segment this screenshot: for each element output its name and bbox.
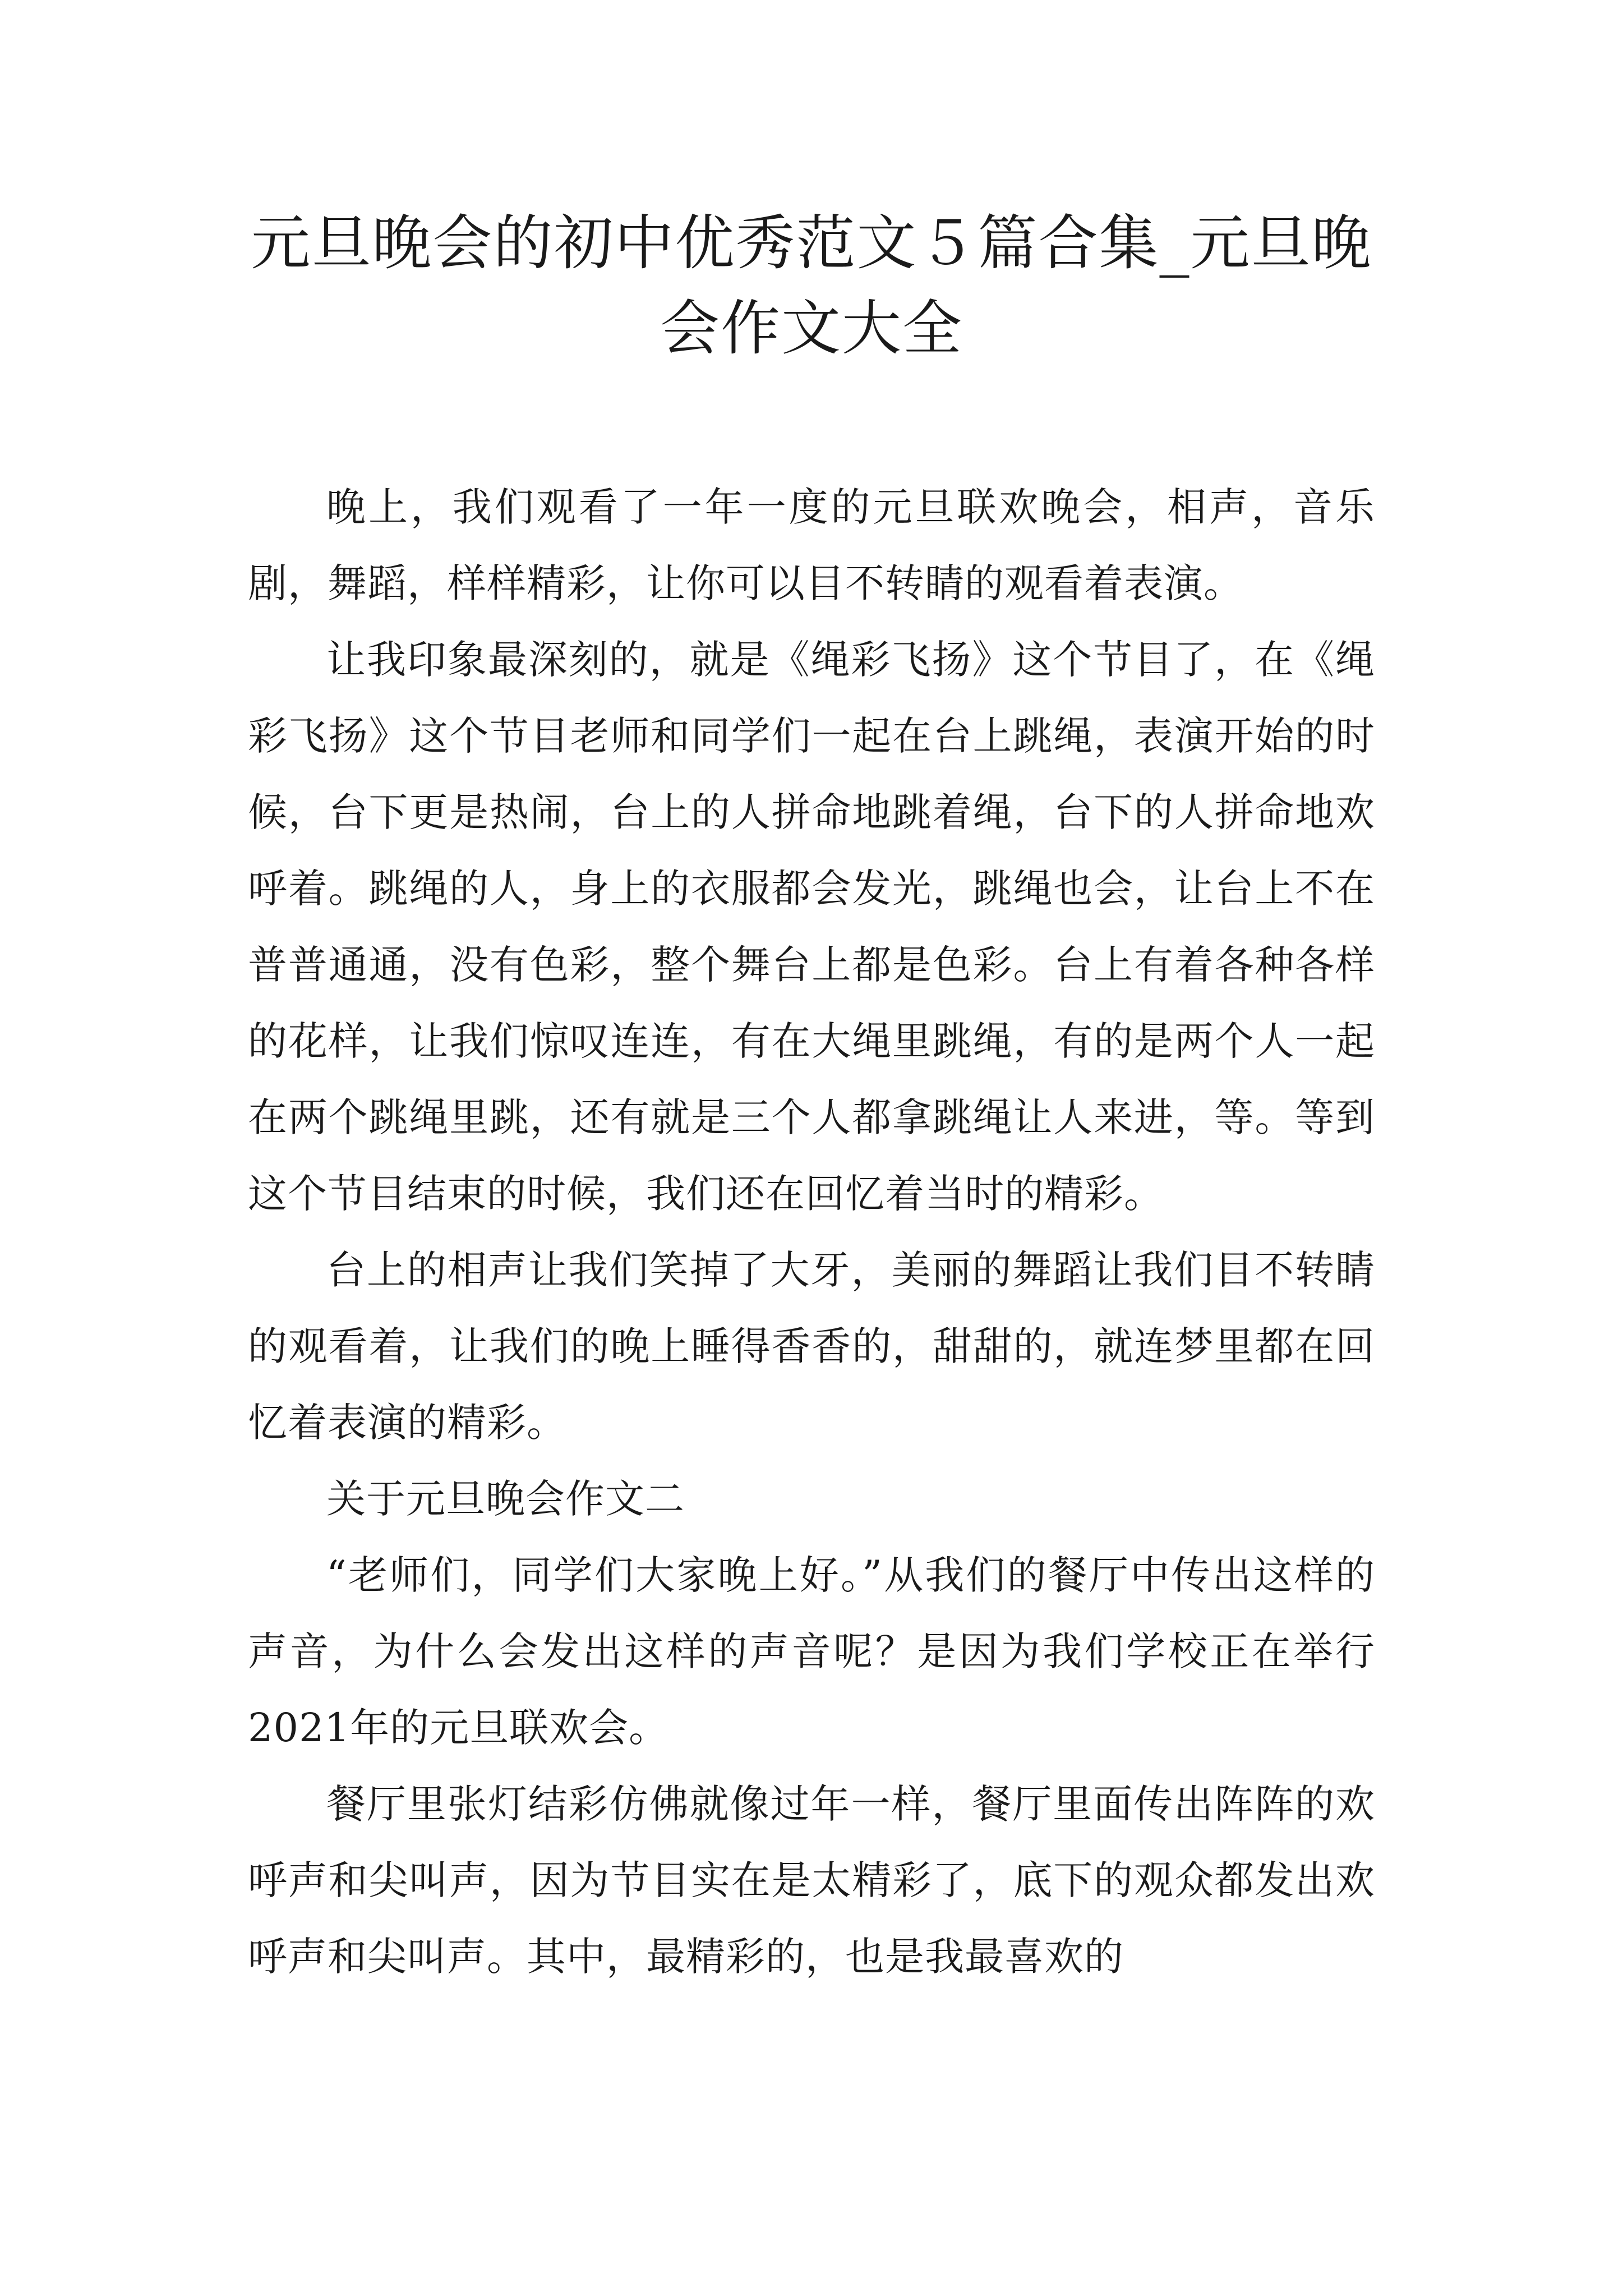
paragraph-1: 晚上，我们观看了一年一度的元旦联欢晚会，相声，音乐剧，舞蹈，样样精彩，让你可以目不转睛的观看着表演。 xyxy=(248,484,1375,606)
paragraph-3: 台上的相声让我们笑掉了大牙，美丽的舞蹈让我们目不转睛的观看着，让我们的晚上睡得香香的，甜甜的，就连梦里都在回忆着表演的精彩。 xyxy=(248,1247,1375,1446)
paragraph-5: 餐厅里张灯结彩仿佛就像过年一样，餐厅里面传出阵阵的欢呼声和尖叫声，因为节目实在是太精彩了，底下的观众都发出欢呼声和尖叫声。其中，最精彩的，也是我最喜欢的 xyxy=(248,1781,1375,1980)
document-title xyxy=(247,201,1376,371)
paragraph-4: “老师们，同学们大家晚上好。”从我们的餐厅中传出这样的声音，为什么会发出这样的声音呢？是因为我们学校正在举行2021年的元旦联欢会。 xyxy=(248,1552,1375,1751)
document-body xyxy=(248,469,1375,1995)
section-heading: 关于元旦晚会作文二 xyxy=(326,1476,685,1522)
title-line-2: 会作文大全 xyxy=(660,294,963,363)
paragraph-2: 让我印象最深刻的，就是《绳彩飞扬》这个节目了，在《绳彩飞扬》这个节目老师和同学们一起在台上跳绳，表演开始的时候，台下更是热闹，台上的人拼命地跳着绳，台下的人拼命地欢呼着。跳绳的人，身上的衣服都会发光，跳绳也会，让台上不在普普通通，没有色彩，整个舞台上都是色彩。台上有着各种各样的花样，让我们惊叹连连，有在大绳里跳绳，有的是两个人一起在两个跳绳里跳，还有就是三个人都拿跳绳让人来进，等。等到这个节目结束的时候，我们还在回忆着当时的精彩。 xyxy=(248,637,1375,1217)
title-line-1: 元旦晚会的初中优秀范文５篇合集_元旦晚 xyxy=(251,209,1372,278)
